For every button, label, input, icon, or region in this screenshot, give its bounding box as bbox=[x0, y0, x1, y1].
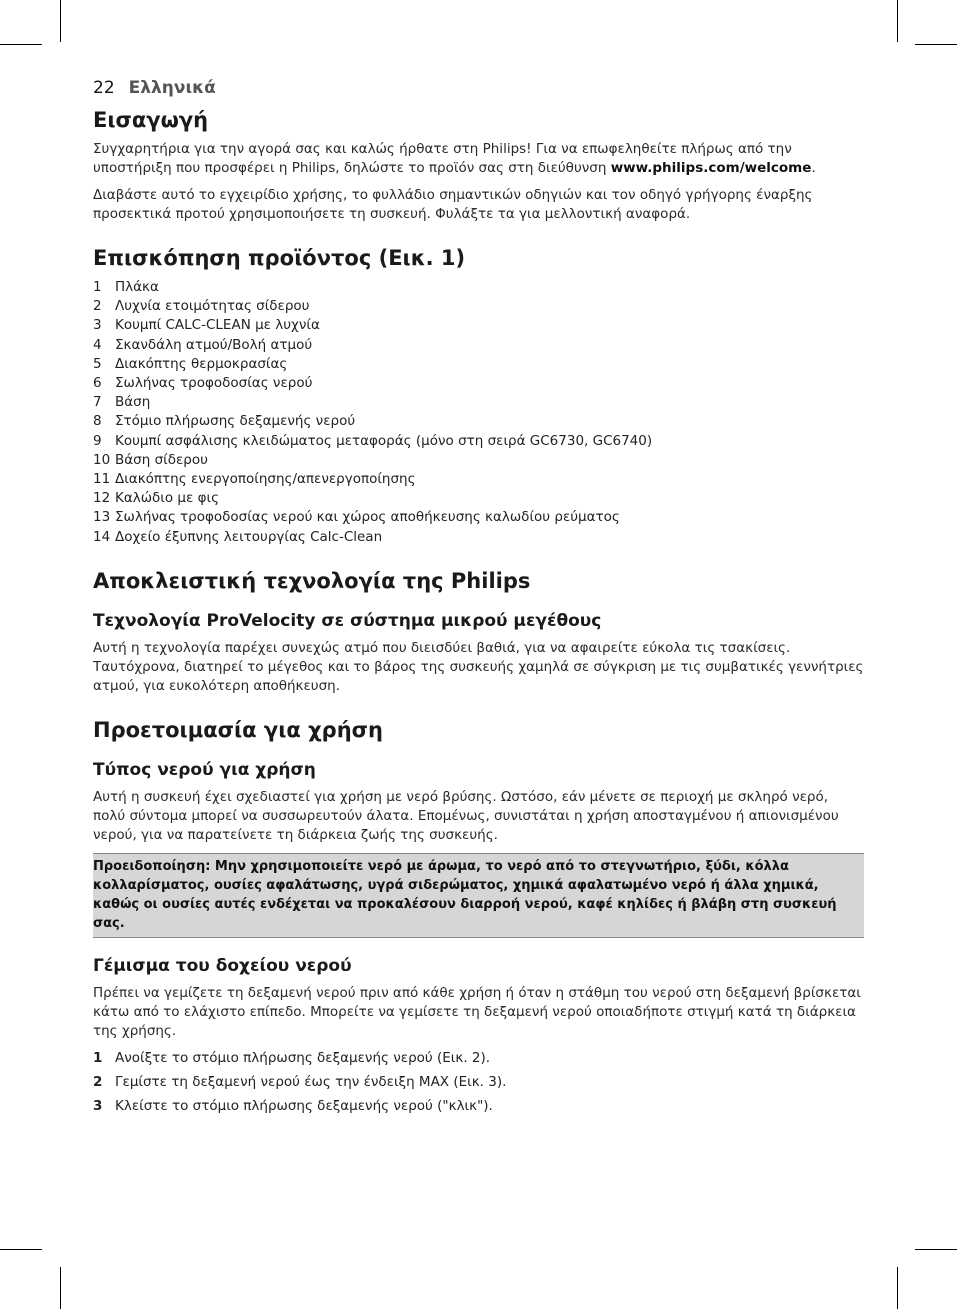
intro-paragraph-1: Συγχαρητήρια για την αγορά σας και καλώς ήρθατε στη Philips! Για να επωφεληθείτε πλήρως από την υποστήριξη που προσφέρει η Philips, δηλώστε το προϊόν σας στη διεύθυνση www.philips.com/welcome. bbox=[93, 141, 816, 176]
part-number: 7 bbox=[93, 394, 102, 411]
step-text: Ανοίξτε το στόμιο πλήρωσης δεξαμενής νερού (Εικ. 2). bbox=[115, 1049, 491, 1066]
part-number: 3 bbox=[93, 317, 102, 334]
part-item bbox=[93, 489, 864, 508]
warning-box: Προειδοποίηση: Μην χρησιμοποιείτε νερό με άρωμα, το νερό από το στεγνωτήριο, ξύδι, κόλλα κολλαρίσματος, ουσίες αφαλάτωσης, υγρά σιδερώματος, χημικά αφαλατωμένο νερό ή άλλα χημικά, καθώς οι ουσίες αυτές ενδέχεται να προκαλέσουν διαρροή νερού, καφέ κηλίδες ή βλάβη στη συσκευή σας. bbox=[93, 853, 864, 938]
part-label: Διακόπτης θερμοκρασίας bbox=[115, 355, 288, 372]
step-number: 1 bbox=[93, 1049, 103, 1066]
part-number: 9 bbox=[93, 432, 102, 449]
part-item bbox=[93, 374, 864, 393]
crop-mark bbox=[915, 1249, 957, 1250]
part-label: Δοχείο έξυπνης λειτουργίας Calc-Clean bbox=[115, 528, 383, 545]
part-number: 6 bbox=[93, 375, 102, 392]
crop-mark bbox=[0, 44, 42, 45]
step-text: Γεμίστε τη δεξαμενή νερού έως την ένδειξη MAX (Εικ. 3). bbox=[115, 1073, 507, 1090]
part-label: Σωλήνας τροφοδοσίας νερού bbox=[115, 375, 313, 392]
document-page bbox=[93, 78, 864, 1121]
part-item bbox=[93, 393, 864, 412]
page-number: 22 bbox=[93, 78, 115, 98]
tech-subheading: Τεχνολογία ProVelocity σε σύστημα μικρού μεγέθους bbox=[93, 610, 602, 631]
part-label: Λυχνία ετοιμότητας σίδερου bbox=[115, 298, 310, 315]
part-number: 10 bbox=[93, 451, 111, 468]
part-number: 11 bbox=[93, 471, 111, 488]
step-item bbox=[93, 1097, 864, 1116]
part-label: Κουμπί ασφάλισης κλειδώματος μεταφοράς (μόνο στη σειρά GC6730, GC6740) bbox=[115, 432, 653, 449]
language-label: Ελληνικά bbox=[128, 78, 216, 98]
prep-heading: Προετοιμασία για χρήση bbox=[93, 717, 383, 742]
part-item bbox=[93, 316, 864, 335]
intro-paragraph-2: Διαβάστε αυτό το εγχειρίδιο χρήσης, το φυλλάδιο σημαντικών οδηγιών και τον οδηγό γρήγορης έναρξης προσεκτικά προτού χρησιμοποιήσετε τη συσκευή. Φυλάξτε τα για μελλοντική αναφορά. bbox=[93, 187, 813, 222]
crop-mark bbox=[915, 44, 957, 45]
water-type-paragraph: Αυτή η συσκευή έχει σχεδιαστεί για χρήση με νερό βρύσης. Ωστόσο, εάν μένετε σε περιοχή με σκληρό νερό, πολύ σύντομα μπορεί να συσσωρευτούν άλατα. Επομένως, συνιστάται η χρήση αποσταγμένου ή απιονισμένου νερού, για να παρατείνετε τη διάρκεια ζωής της συσκευής. bbox=[93, 788, 839, 843]
part-label: Στόμιο πλήρωσης δεξαμενής νερού bbox=[115, 413, 356, 430]
part-number: 2 bbox=[93, 298, 102, 315]
part-label: Διακόπτης ενεργοποίησης/απενεργοποίησης bbox=[115, 471, 416, 488]
part-item bbox=[93, 355, 864, 374]
steps-list bbox=[93, 1049, 864, 1116]
part-label: Πλάκα bbox=[115, 279, 159, 295]
overview-heading: Επισκόπηση προϊόντος (Εικ. 1) bbox=[93, 246, 466, 270]
part-item bbox=[93, 508, 864, 527]
part-label: Σωλήνας τροφοδοσίας νερού και χώρος αποθήκευσης καλωδίου ρεύματος bbox=[115, 509, 620, 526]
tech-paragraph: Αυτή η τεχνολογία παρέχει συνεχώς ατμό που διεισδύει βαθιά, για να αφαιρείτε εύκολα τις τσακίσεις. Ταυτόχρονα, διατηρεί το μέγεθος και το βάρος της συσκευής χαμηλά σε σύγκριση με τις συμβατικές γεννήτριες ατμού, για ευκολότερη αποθήκευση. bbox=[93, 639, 864, 694]
parts-list bbox=[93, 278, 864, 547]
part-label: Σκανδάλη ατμού/Βολή ατμού bbox=[115, 336, 313, 353]
fill-tank-paragraph: Πρέπει να γεμίζετε τη δεξαμενή νερού πριν από κάθε χρήση ή όταν η στάθμη του νερού στη δεξαμενή βρίσκεται κάτω από το ελάχιστο επίπεδο. Μπορείτε να γεμίσετε τη δεξαμενή νερού οποιαδήποτε στιγμή κατά τη διάρκεια της χρήσης. bbox=[93, 984, 861, 1039]
part-number: 14 bbox=[93, 528, 111, 545]
crop-mark bbox=[0, 1249, 42, 1250]
crop-mark bbox=[60, 1267, 61, 1309]
step-item bbox=[93, 1049, 864, 1068]
step-number: 2 bbox=[93, 1073, 103, 1090]
part-item bbox=[93, 278, 864, 297]
part-item bbox=[93, 336, 864, 355]
step-number: 3 bbox=[93, 1097, 103, 1114]
step-item bbox=[93, 1073, 864, 1092]
tech-heading: Αποκλειστική τεχνολογία της Philips bbox=[93, 568, 531, 593]
page-header bbox=[93, 78, 864, 98]
part-number: 1 bbox=[93, 279, 102, 295]
part-label: Βάση bbox=[115, 394, 151, 411]
part-item bbox=[93, 451, 864, 470]
website-link[interactable]: www.philips.com/welcome bbox=[610, 160, 812, 176]
crop-mark bbox=[897, 0, 898, 42]
part-item bbox=[93, 528, 864, 547]
fill-tank-heading: Γέμισμα του δοχείου νερού bbox=[93, 955, 352, 976]
crop-mark bbox=[60, 0, 61, 42]
part-label: Βάση σίδερου bbox=[115, 451, 208, 468]
part-label: Κουμπί CALC-CLEAN με λυχνία bbox=[115, 317, 320, 334]
part-label: Καλώδιο με φις bbox=[115, 490, 219, 507]
part-number: 12 bbox=[93, 490, 111, 507]
part-item bbox=[93, 432, 864, 451]
part-number: 5 bbox=[93, 355, 102, 372]
part-item bbox=[93, 412, 864, 431]
water-type-heading: Τύπος νερού για χρήση bbox=[93, 759, 316, 780]
step-text: Κλείστε το στόμιο πλήρωσης δεξαμενής νερού ("κλικ"). bbox=[115, 1097, 493, 1114]
intro-heading: Εισαγωγή bbox=[93, 108, 209, 132]
part-number: 4 bbox=[93, 336, 102, 353]
part-item bbox=[93, 297, 864, 316]
part-number: 8 bbox=[93, 413, 102, 430]
part-item bbox=[93, 470, 864, 489]
part-number: 13 bbox=[93, 509, 111, 526]
crop-mark bbox=[897, 1267, 898, 1309]
